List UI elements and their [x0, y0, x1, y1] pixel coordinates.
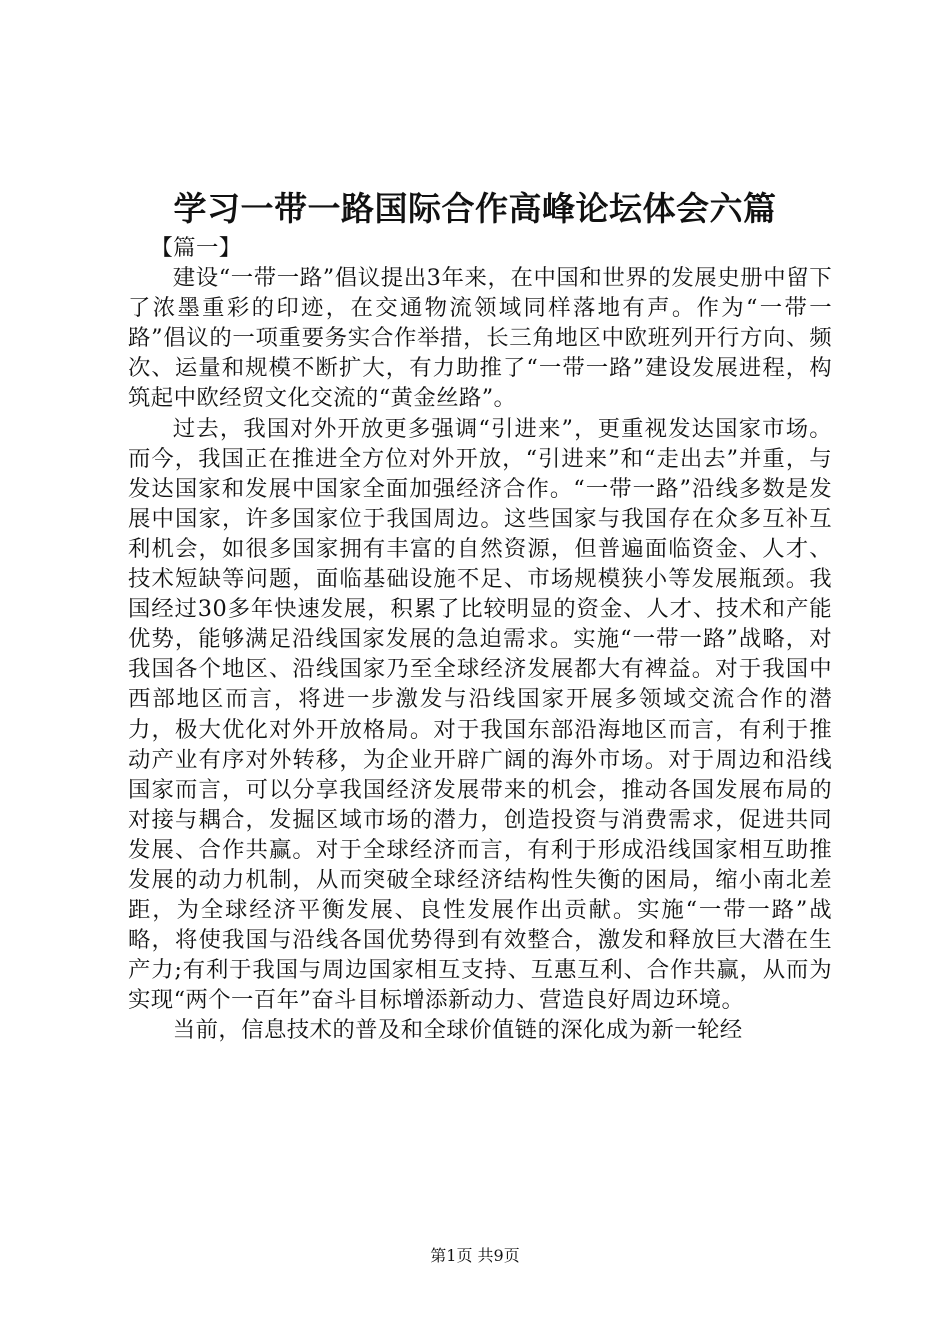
paragraph-1: 建设“一带一路”倡议提出3年来，在中国和世界的发展史册中留下了浓墨重彩的印迹，在交通物流领域同样落地有声。作为“一带一路”倡议的一项重要务实合作举措，长三角地区中欧班列开行方向、频次、运量和规模不断扩大，有力助推了“一带一路”建设发展进程，构筑起中欧经贸文化交流的“黄金丝路”。: [128, 265, 832, 412]
document-body: [128, 233, 832, 1046]
section-label: 【篇一】: [150, 235, 242, 261]
page-footer: 第1页 共9页: [430, 1246, 520, 1265]
paragraph-2: 过去，我国对外开放更多强调“引进来”，更重视发达国家市场。而今，我国正在推进全方位对外开放，“引进来”和“走出去”并重，与发达国家和发展中国家全面加强经济合作。“一带一路”沿线多数是发展中国家，许多国家位于我国周边。这些国家与我国存在众多互补互利机会，如很多国家拥有丰富的自然资源，但普遍面临资金、人才、技术短缺等问题，面临基础设施不足、市场规模狭小等发展瓶颈。我国经过30多年快速发展，积累了比较明显的资金、人才、技术和产能优势，能够满足沿线国家发展的急迫需求。实施“一带一路”战略，对我国各个地区、沿线国家乃至全球经济发展都大有裨益。对于我国中西部地区而言，将进一步激发与沿线国家开展多领域交流合作的潜力，极大优化对外开放格局。对于我国东部沿海地区而言，有利于推动产业有序对外转移，为企业开辟广阔的海外市场。对于周边和沿线国家而言，可以分享我国经济发展带来的机会，推动各国发展布局的对接与耦合，发掘区域市场的潜力，创造投资与消费需求，促进共同发展、合作共赢。对于全球经济而言，有利于形成沿线国家相互助推发展的动力机制，从而突破全球经济结构性失衡的困局，缩小南北差距，为全球经济平衡发展、良性发展作出贡献。实施“一带一路”战略，将使我国与沿线各国优势得到有效整合，激发和释放巨大潜在生产力;有利于我国与周边国家相互支持、互惠互利、合作共赢，从而为实现“两个一百年”奋斗目标增添新动力、营造良好周边环境。: [128, 415, 832, 1014]
paragraph-3: 当前，信息技术的普及和全球价值链的深化成为新一轮经: [172, 1017, 743, 1044]
document-title: 学习一带一路国际合作高峰论坛体会六篇: [173, 189, 777, 228]
